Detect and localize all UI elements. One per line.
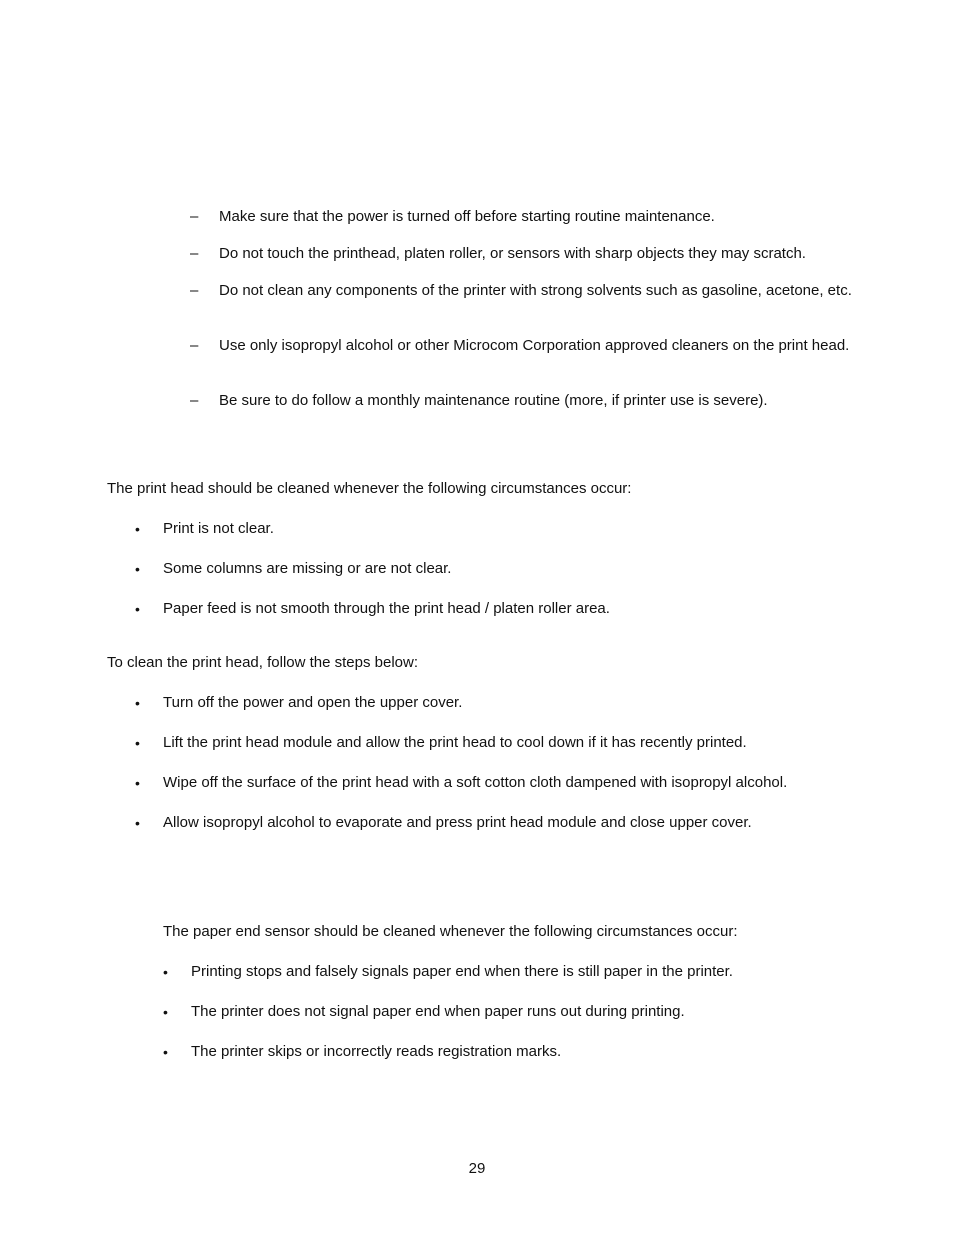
list-item-text: Printing stops and falsely signals paper end when there is still paper in the printer. [191, 963, 733, 980]
bullet-marker: • [163, 1004, 168, 1020]
bullet-marker: • [135, 561, 140, 577]
sensor-intro: The paper end sensor should be cleaned whenever the following circumstances occur: [163, 923, 738, 940]
list-item [135, 600, 875, 618]
list-item-text: Do not clean any components of the printer with strong solvents such as gasoline, acetone, etc. [219, 282, 852, 299]
dash-marker: – [190, 208, 199, 225]
list-item-text: Lift the print head module and allow the print head to cool down if it has recently printed. [163, 734, 747, 751]
list-item [135, 734, 875, 752]
bullet-marker: • [163, 1044, 168, 1060]
printhead-steps-intro: To clean the print head, follow the steps below: [107, 654, 419, 671]
list-item-text: Allow isopropyl alcohol to evaporate and press print head module and close upper cover. [163, 814, 752, 831]
bullet-marker: • [135, 695, 140, 711]
list-item [135, 814, 875, 832]
dash-marker: – [190, 337, 199, 354]
list-item-text: Do not touch the printhead, platen roller, or sensors with sharp objects they may scratch. [219, 245, 806, 262]
bullet-marker: • [135, 521, 140, 537]
page-number: 29 [468, 1160, 486, 1177]
list-item-text: Wipe off the surface of the print head with a soft cotton cloth dampened with isopropyl alcohol. [163, 774, 788, 791]
list-item-text: Print is not clear. [163, 520, 274, 537]
list-item [135, 774, 875, 792]
list-item [135, 560, 875, 578]
list-item-text: Turn off the power and open the upper cover. [163, 694, 463, 711]
list-item-text: Use only isopropyl alcohol or other Microcom Corporation approved cleaners on the print head. [219, 337, 850, 354]
bullet-marker: • [135, 601, 140, 617]
list-item-text: Be sure to do follow a monthly maintenance routine (more, if printer use is severe). [219, 392, 768, 409]
dash-marker: – [190, 245, 199, 262]
list-item-text: Make sure that the power is turned off before starting routine maintenance. [219, 208, 715, 225]
list-item [135, 694, 875, 712]
list-item [163, 963, 903, 981]
printhead-intro: The print head should be cleaned whenever the following circumstances occur: [107, 480, 632, 497]
list-item [163, 1043, 903, 1061]
list-item [135, 520, 875, 538]
list-item-text: The printer skips or incorrectly reads registration marks. [191, 1043, 562, 1060]
bullet-marker: • [135, 775, 140, 791]
list-item-text: Some columns are missing or are not clear. [163, 560, 452, 577]
bullet-marker: • [163, 964, 168, 980]
dash-marker: – [190, 282, 199, 299]
bullet-marker: • [135, 735, 140, 751]
bullet-marker: • [135, 815, 140, 831]
dash-marker: – [190, 392, 199, 409]
list-item-text: The printer does not signal paper end when paper runs out during printing. [191, 1003, 685, 1020]
list-item-text: Paper feed is not smooth through the print head / platen roller area. [163, 600, 610, 617]
list-item [163, 1003, 903, 1021]
